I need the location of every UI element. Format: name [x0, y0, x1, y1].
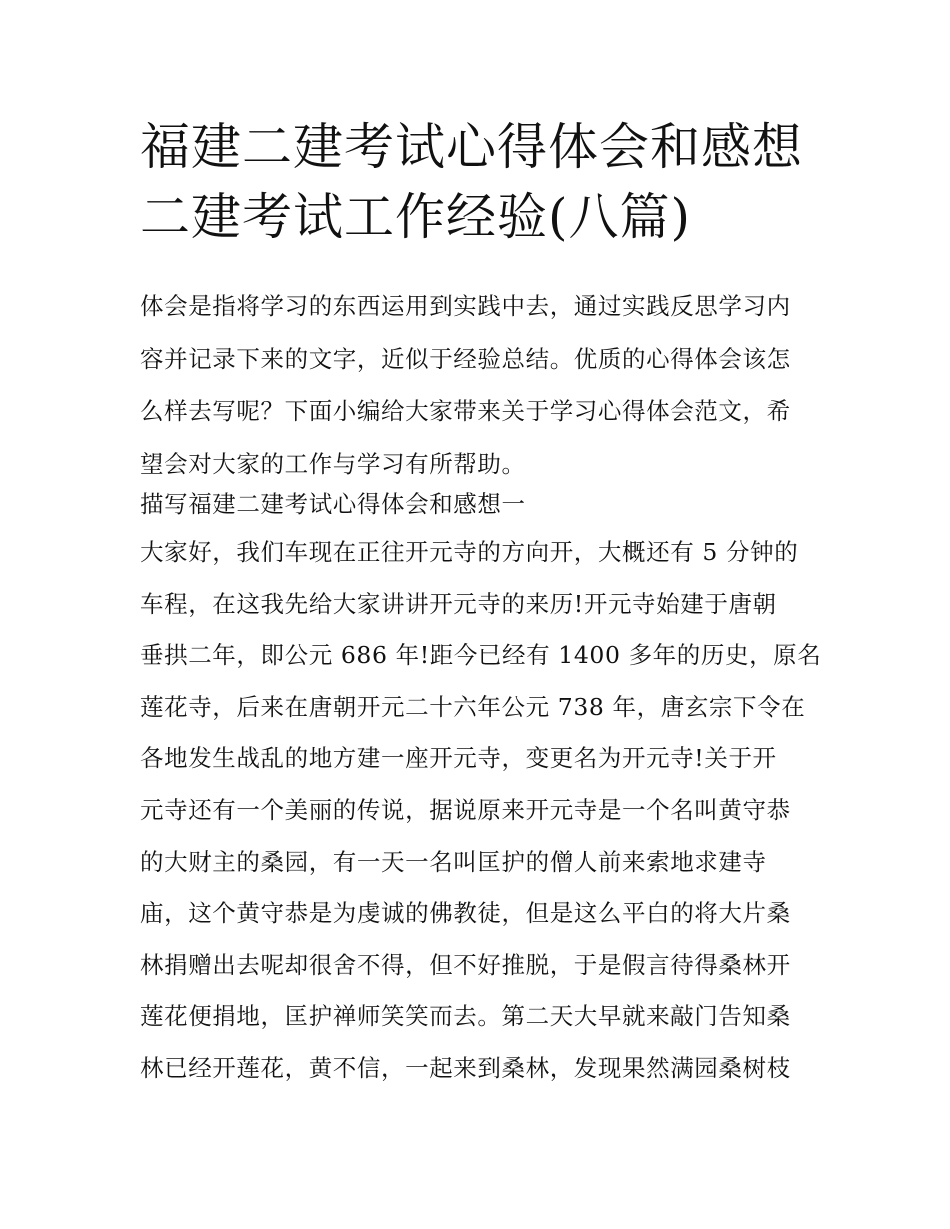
text-line: 各地发生战乱的地方建一座开元寺，变更名为开元寺!关于开 — [140, 744, 777, 773]
text-line: 垂拱二年，即公元 686 年!距今已经有 1400 多年的历史，原名 — [140, 641, 822, 670]
text-line: 庙，这个黄守恭是为虔诚的佛教徒，但是这么平白的将大片桑 — [140, 899, 791, 928]
text-line: 莲花寺，后来在唐朝开元二十六年公元 738 年，唐玄宗下令在 — [140, 692, 806, 721]
section-heading — [140, 481, 820, 527]
title-line: 福建二建考试心得体会和感想 — [140, 118, 803, 176]
document-title — [140, 112, 830, 252]
text-line: 体会是指将学习的东西运用到实践中去，通过实践反思学习内 — [140, 292, 791, 320]
text-line: 车程，在这我先给大家讲讲开元寺的来历!开元寺始建于唐朝 — [140, 589, 777, 618]
intro-paragraph — [140, 280, 820, 490]
text-line: 望会对大家的工作与学习有所帮助。 — [140, 449, 526, 478]
title-line: 二建考试工作经验(八篇) — [140, 188, 692, 246]
section-heading-text: 描写福建二建考试心得体会和感想一 — [140, 490, 526, 518]
body-paragraph — [140, 527, 820, 1095]
text-line: 大家好，我们车现在正往开元寺的方向开，大概还有 5 分钟的 — [140, 538, 799, 566]
text-line: 林已经开莲花，黄不信，一起来到桑林，发现果然满园桑树枝 — [140, 1053, 791, 1082]
text-line: 的大财主的桑园，有一天一名叫匡护的僧人前来索地求建寺 — [140, 847, 767, 876]
text-line: 莲花便捐地，匡护禅师笑笑而去。第二天大早就来敲门告知桑 — [140, 1002, 791, 1031]
text-line: 林捐赠出去呢却很舍不得，但不好推脱，于是假言待得桑林开 — [140, 950, 791, 979]
text-line: 容并记录下来的文字，近似于经验总结。优质的心得体会该怎 — [140, 344, 791, 373]
text-line: 元寺还有一个美丽的传说，据说原来开元寺是一个名叫黄守恭 — [140, 795, 791, 824]
text-line: 么样去写呢？下面小编给大家带来关于学习心得体会范文，希 — [140, 397, 791, 425]
